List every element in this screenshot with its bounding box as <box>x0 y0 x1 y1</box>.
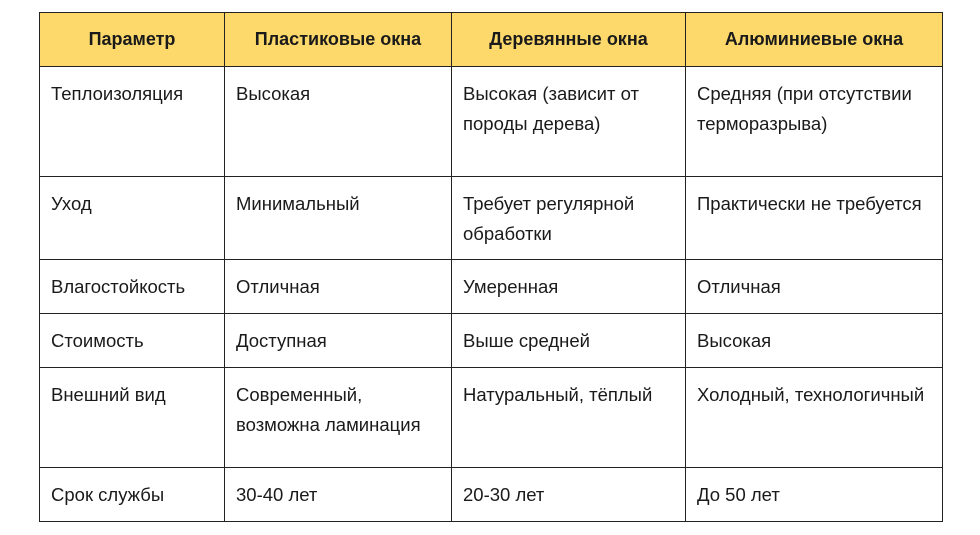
table-row <box>40 314 943 368</box>
row-label: Уход <box>40 177 225 260</box>
window-comparison-table <box>39 12 943 522</box>
table-row <box>40 468 943 522</box>
cell-wooden: 20-30 лет <box>452 468 686 522</box>
header-parameter: Параметр <box>40 13 225 67</box>
cell-plastic: Современный, возможна ламинация <box>225 368 452 468</box>
table-row <box>40 260 943 314</box>
table-row <box>40 67 943 177</box>
header-wooden-windows: Деревянные окна <box>452 13 686 67</box>
table-row <box>40 368 943 468</box>
row-label: Срок службы <box>40 468 225 522</box>
cell-aluminum: Средняя (при отсутствии терморазрыва) <box>686 67 943 177</box>
cell-aluminum: Отличная <box>686 260 943 314</box>
cell-plastic: Доступная <box>225 314 452 368</box>
cell-wooden: Натуральный, тёплый <box>452 368 686 468</box>
cell-aluminum: Высокая <box>686 314 943 368</box>
header-aluminum-windows: Алюминиевые окна <box>686 13 943 67</box>
row-label: Стоимость <box>40 314 225 368</box>
cell-aluminum: Практически не требуется <box>686 177 943 260</box>
row-label: Теплоизоляция <box>40 67 225 177</box>
cell-aluminum: Холодный, технологичный <box>686 368 943 468</box>
cell-wooden: Требует регулярной обработки <box>452 177 686 260</box>
table-header-row <box>40 13 943 67</box>
cell-wooden: Высокая (зависит от породы дерева) <box>452 67 686 177</box>
cell-plastic: Отличная <box>225 260 452 314</box>
header-plastic-windows: Пластиковые окна <box>225 13 452 67</box>
cell-plastic: Минимальный <box>225 177 452 260</box>
row-label: Внешний вид <box>40 368 225 468</box>
cell-plastic: 30-40 лет <box>225 468 452 522</box>
comparison-table-container <box>39 12 942 522</box>
cell-aluminum: До 50 лет <box>686 468 943 522</box>
table-row <box>40 177 943 260</box>
row-label: Влагостойкость <box>40 260 225 314</box>
cell-wooden: Выше средней <box>452 314 686 368</box>
cell-wooden: Умеренная <box>452 260 686 314</box>
cell-plastic: Высокая <box>225 67 452 177</box>
